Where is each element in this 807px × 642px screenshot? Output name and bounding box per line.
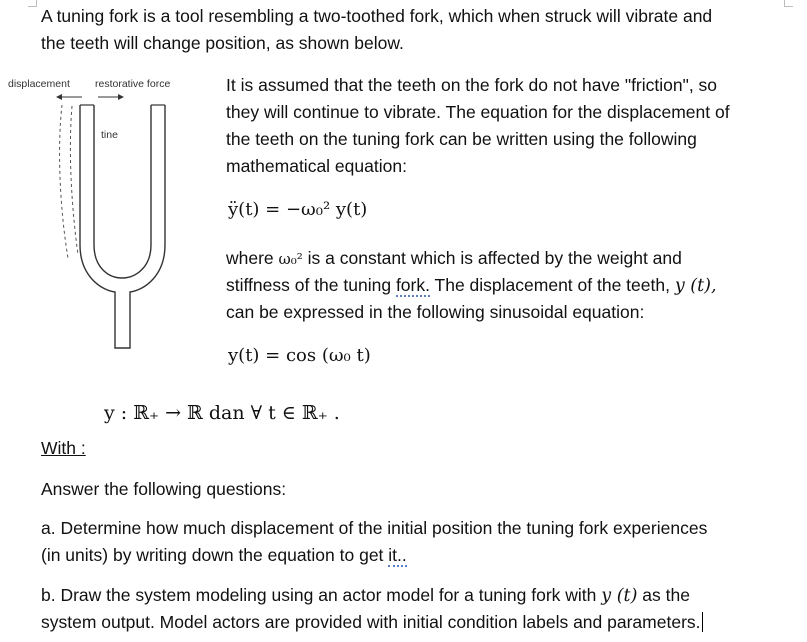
fork-outline-outer bbox=[80, 105, 165, 348]
it-word: it.. bbox=[388, 545, 407, 565]
restorative-force-label: restorative force bbox=[95, 78, 171, 90]
omega-symbol: ω₀² bbox=[278, 250, 303, 268]
restorative-force-arrow-icon bbox=[98, 94, 124, 100]
page-corner-mark-right bbox=[784, 0, 793, 7]
domain-statement: y : ℝ₊ → ℝ dan ∀ t ∈ ℝ₊ . bbox=[104, 402, 340, 424]
para2-line-3: can be expressed in the following sinusoidal equation: bbox=[226, 302, 645, 322]
para2-line-1: where ω₀² is a constant which is affected by the weight and bbox=[226, 248, 682, 268]
displaced-tine-outer-dashed bbox=[60, 105, 68, 258]
answer-header: Answer the following questions: bbox=[41, 479, 287, 499]
with-label: With : bbox=[41, 438, 86, 458]
intro-line-2: the teeth will change position, as shown below. bbox=[41, 33, 404, 53]
equation-1: ÿ(t) = −ω₀² y(t) bbox=[228, 199, 368, 220]
question-a-line-2: (in units) by writing down the equation to get it.. bbox=[41, 545, 407, 565]
displaced-tine-inner-dashed bbox=[70, 106, 78, 255]
para1-line-1: It is assumed that the teeth on the fork do not have "friction", so bbox=[226, 75, 718, 95]
page-corner-mark-left bbox=[28, 0, 37, 7]
fork-word: fork. bbox=[395, 275, 430, 295]
para1-line-4: mathematical equation: bbox=[226, 156, 407, 176]
tuning-fork-figure bbox=[0, 70, 200, 360]
equation-2: y(t) = cos (ω₀ t) bbox=[228, 345, 371, 366]
para1-line-3: the teeth on the tuning fork can be written using the following bbox=[226, 129, 697, 149]
displacement-label: displacement bbox=[8, 78, 70, 90]
displacement-arrow-icon bbox=[56, 94, 82, 100]
question-b-line-2[interactable]: system output. Model actors are provided with initial condition labels and parameters. bbox=[41, 612, 701, 632]
text-cursor bbox=[702, 612, 703, 632]
intro-line-1: A tuning fork is a tool resembling a two-toothed fork, which when struck will vibrate and bbox=[41, 6, 713, 26]
para1-line-2: they will continue to vibrate. The equation for the displacement of bbox=[226, 102, 730, 122]
tine-label: tine bbox=[101, 129, 118, 141]
para2-line-2: stiffness of the tuning fork. The displacement of the teeth, y (t), bbox=[226, 275, 717, 296]
question-b-line-1: b. Draw the system modeling using an actor model for a tuning fork with y (t) as the bbox=[41, 585, 690, 606]
question-a-line-1: a. Determine how much displacement of the initial position the tuning fork experiences bbox=[41, 518, 708, 538]
